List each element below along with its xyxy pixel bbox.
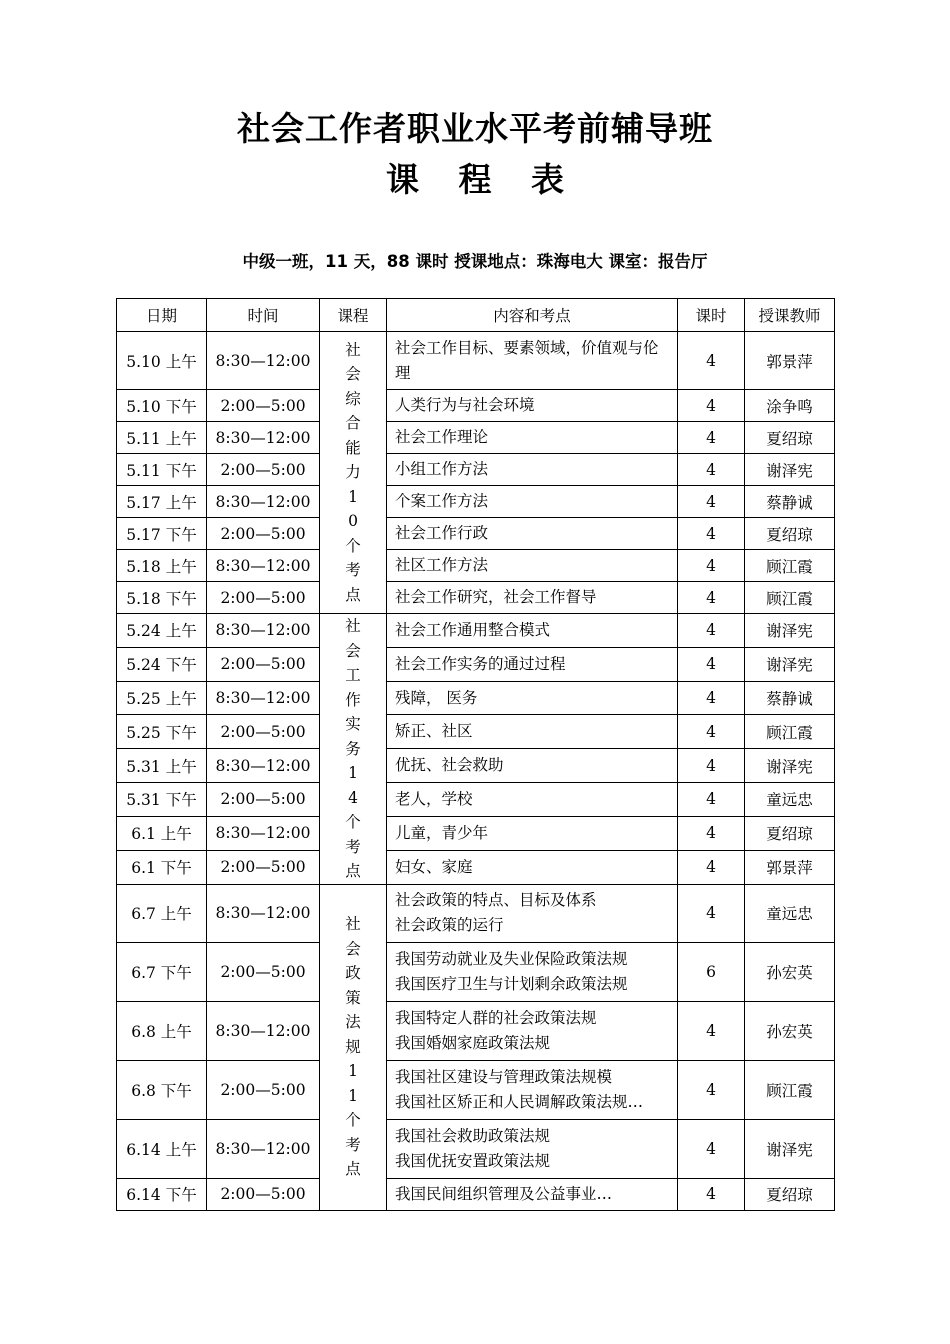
date-cell: 5.31 上午 [117,749,207,783]
content-line: 我国民间组织管理及公益事业… [395,1184,613,1203]
content-line: 优抚、社会救助 [395,756,504,775]
content-cell [387,1119,678,1178]
date-cell: 5.25 上午 [117,681,207,715]
time-cell: 8:30—12:00 [207,422,320,454]
course-name [344,912,362,1182]
teacher-cell: 涂争鸣 [745,390,835,422]
hours-cell: 4 [678,816,745,850]
table-row [117,390,835,422]
table-header-row [117,299,835,332]
content-cell [387,486,678,518]
course-char: 综 [345,389,361,408]
date-cell: 5.18 上午 [117,550,207,582]
teacher-cell: 郭景萍 [745,332,835,390]
date-cell: 5.17 上午 [117,486,207,518]
course-char: 法 [345,1013,361,1032]
date-cell: 5.11 下午 [117,454,207,486]
content-cell [387,1060,678,1119]
content-line: 我国特定人群的社会政策法规 [395,1008,597,1027]
teacher-cell: 孙宏英 [745,942,835,1001]
content-line: 矫正、社区 [395,722,473,741]
date-cell: 5.24 上午 [117,614,207,648]
content-line: 我国社区矫正和人民调解政策法规… [395,1092,644,1111]
content-cell [387,850,678,884]
time-cell: 2:00—5:00 [207,582,320,614]
time-cell: 8:30—12:00 [207,486,320,518]
page-subtitle: 课 程 表 [386,160,578,199]
class-info-line: 中级一班，11 天，88 课时 授课地点：珠海电大 课室：报告厅 [242,252,708,271]
course-char: 务 [345,739,361,758]
course-char: 10 [348,487,358,531]
content-cell [387,681,678,715]
course-char: 政 [345,964,361,983]
content-cell [387,715,678,749]
content-line: 我国优抚安置政策法规 [395,1151,551,1170]
header-content: 内容和考点 [387,299,678,332]
hours-cell: 4 [678,715,745,749]
teacher-cell: 夏绍琼 [745,518,835,550]
hours-cell: 4 [678,1119,745,1178]
date-cell: 5.10 上午 [117,332,207,390]
content-line: 儿童，青少年 [395,823,489,842]
content-cell [387,582,678,614]
course-char: 策 [345,988,361,1007]
date-cell: 5.31 下午 [117,783,207,817]
course-char: 实 [345,715,361,733]
content-cell [387,422,678,454]
course-cell [320,884,387,1210]
hours-cell: 4 [678,884,745,942]
content-line: 小组工作方法 [395,460,489,478]
time-cell: 2:00—5:00 [207,1060,320,1119]
schedule-table [116,298,835,1211]
time-cell: 2:00—5:00 [207,1178,320,1210]
table-row [117,454,835,486]
content-cell [387,614,678,648]
hours-cell: 4 [678,486,745,518]
course-char: 工 [345,666,361,684]
course-cell [320,614,387,885]
teacher-cell: 谢泽宪 [745,1119,835,1178]
content-cell [387,942,678,1001]
hours-cell: 4 [678,681,745,715]
time-cell: 2:00—5:00 [207,715,320,749]
table-body [117,332,835,1211]
course-char: 能 [345,438,361,457]
table-row [117,647,835,681]
table-row [117,1060,835,1119]
teacher-cell: 顾江霞 [745,715,835,749]
course-char: 点 [345,585,361,604]
content-cell [387,1178,678,1210]
teacher-cell: 夏绍琼 [745,422,835,454]
table-row [117,1119,835,1178]
teacher-cell: 谢泽宪 [745,647,835,681]
date-cell: 5.18 下午 [117,582,207,614]
content-cell [387,390,678,422]
content-line: 我国劳动就业及失业保险政策法规 [395,949,628,968]
teacher-cell: 谢泽宪 [745,749,835,783]
course-char: 个 [345,1111,361,1130]
time-cell: 2:00—5:00 [207,783,320,817]
course-char: 个 [345,813,361,831]
teacher-cell: 谢泽宪 [745,614,835,648]
date-cell: 5.11 上午 [117,422,207,454]
teacher-cell: 郭景萍 [745,850,835,884]
content-line: 社区工作方法 [395,556,489,574]
teacher-cell: 孙宏英 [745,1001,835,1060]
hours-cell: 4 [678,550,745,582]
table-row [117,332,835,390]
content-line: 社会工作理论 [395,428,489,446]
date-cell: 5.10 下午 [117,390,207,422]
header-teacher: 授课教师 [745,299,835,332]
table-row [117,884,835,942]
table-row [117,582,835,614]
course-char: 作 [345,690,361,709]
date-cell: 6.1 下午 [117,850,207,884]
date-cell: 5.25 下午 [117,715,207,749]
content-cell [387,454,678,486]
time-cell: 2:00—5:00 [207,518,320,550]
header-hours: 课时 [678,299,745,332]
content-line: 我国社区建设与管理政策法规模 [395,1067,613,1086]
time-cell: 2:00—5:00 [207,390,320,422]
hours-cell: 4 [678,850,745,884]
table-row [117,550,835,582]
hours-cell: 4 [678,783,745,817]
course-char: 会 [345,365,361,384]
course-cell [320,332,387,614]
hours-cell: 4 [678,614,745,648]
table-row [117,942,835,1001]
time-cell: 8:30—12:00 [207,550,320,582]
course-name [344,614,362,884]
teacher-cell: 蔡静诚 [745,681,835,715]
teacher-cell: 夏绍琼 [745,816,835,850]
teacher-cell: 谢泽宪 [745,454,835,486]
header-time: 时间 [207,299,320,332]
course-char: 11 [348,1062,358,1105]
table-row [117,614,835,648]
hours-cell: 6 [678,942,745,1001]
time-cell: 8:30—12:00 [207,1119,320,1178]
table-row [117,783,835,817]
page-title: 社会工作者职业水平考前辅导班 [237,109,713,148]
course-char: 合 [345,414,361,433]
content-line: 我国社会救助政策法规 [395,1126,551,1145]
course-char: 考 [345,561,361,580]
table-row [117,518,835,550]
content-cell [387,332,678,390]
teacher-cell: 夏绍琼 [745,1178,835,1210]
hours-cell: 4 [678,1001,745,1060]
course-char: 考 [345,837,361,856]
date-cell: 5.17 下午 [117,518,207,550]
table-row [117,1001,835,1060]
content-line: 残障， 医务 [395,688,478,707]
date-cell: 6.8 上午 [117,1001,207,1060]
content-cell [387,816,678,850]
time-cell: 2:00—5:00 [207,942,320,1001]
time-cell: 8:30—12:00 [207,816,320,850]
header-date: 日期 [117,299,207,332]
hours-cell: 4 [678,647,745,681]
content-line: 妇女、家庭 [395,857,473,876]
course-char: 会 [345,939,361,958]
content-line: 社会工作通用整合模式 [395,620,551,639]
time-cell: 2:00—5:00 [207,850,320,884]
content-cell [387,749,678,783]
content-cell [387,1001,678,1060]
content-line: 社会工作行政 [395,524,489,542]
content-line: 社会工作目标、要素领域，价值观与伦理 [395,338,659,382]
date-cell: 6.1 上午 [117,816,207,850]
date-cell: 6.14 下午 [117,1178,207,1210]
course-char: 社 [345,915,361,934]
date-cell: 6.14 上午 [117,1119,207,1178]
date-cell: 6.7 上午 [117,884,207,942]
table-row [117,422,835,454]
teacher-cell: 蔡静诚 [745,486,835,518]
content-line: 社会工作研究，社会工作督导 [395,588,597,606]
course-name [344,338,362,608]
time-cell: 2:00—5:00 [207,454,320,486]
course-char: 点 [345,862,361,880]
hours-cell: 4 [678,454,745,486]
teacher-cell: 顾江霞 [745,1060,835,1119]
course-char: 力 [345,463,361,482]
course-char: 社 [345,617,361,635]
hours-cell: 4 [678,390,745,422]
content-line: 社会工作实务的通过过程 [395,654,566,673]
teacher-cell: 顾江霞 [745,582,835,614]
course-char: 点 [345,1160,361,1179]
hours-cell: 4 [678,1178,745,1210]
hours-cell: 4 [678,582,745,614]
content-line: 社会政策的特点、目标及体系 [395,891,597,909]
hours-cell: 4 [678,518,745,550]
teacher-cell: 顾江霞 [745,550,835,582]
content-cell [387,518,678,550]
content-cell [387,550,678,582]
table-row [117,850,835,884]
content-cell [387,783,678,817]
time-cell: 8:30—12:00 [207,884,320,942]
date-cell: 5.24 下午 [117,647,207,681]
table-row [117,715,835,749]
table-row [117,681,835,715]
course-char: 14 [348,764,358,807]
header-course: 课程 [320,299,387,332]
hours-cell: 4 [678,422,745,454]
course-char: 社 [345,340,361,359]
course-char: 会 [345,641,361,660]
time-cell: 8:30—12:00 [207,614,320,648]
content-line: 我国医疗卫生与计划剩余政策法规 [395,974,628,993]
content-line: 老人，学校 [395,789,473,808]
content-line: 个案工作方法 [395,492,489,510]
date-cell: 6.8 下午 [117,1060,207,1119]
content-line: 人类行为与社会环境 [395,396,535,414]
hours-cell: 4 [678,332,745,390]
time-cell: 8:30—12:00 [207,332,320,390]
hours-cell: 4 [678,1060,745,1119]
time-cell: 8:30—12:00 [207,749,320,783]
teacher-cell: 童远忠 [745,884,835,942]
table-row [117,816,835,850]
content-cell [387,647,678,681]
content-cell [387,884,678,942]
table-row [117,1178,835,1210]
time-cell: 2:00—5:00 [207,647,320,681]
table-row [117,749,835,783]
teacher-cell: 童远忠 [745,783,835,817]
table-row [117,486,835,518]
course-char: 个 [345,536,361,555]
content-line: 社会政策的运行 [395,916,504,934]
date-cell: 6.7 下午 [117,942,207,1001]
content-line: 我国婚姻家庭政策法规 [395,1033,551,1052]
time-cell: 8:30—12:00 [207,1001,320,1060]
course-char: 考 [345,1135,361,1154]
hours-cell: 4 [678,749,745,783]
course-char: 规 [345,1037,361,1056]
time-cell: 8:30—12:00 [207,681,320,715]
